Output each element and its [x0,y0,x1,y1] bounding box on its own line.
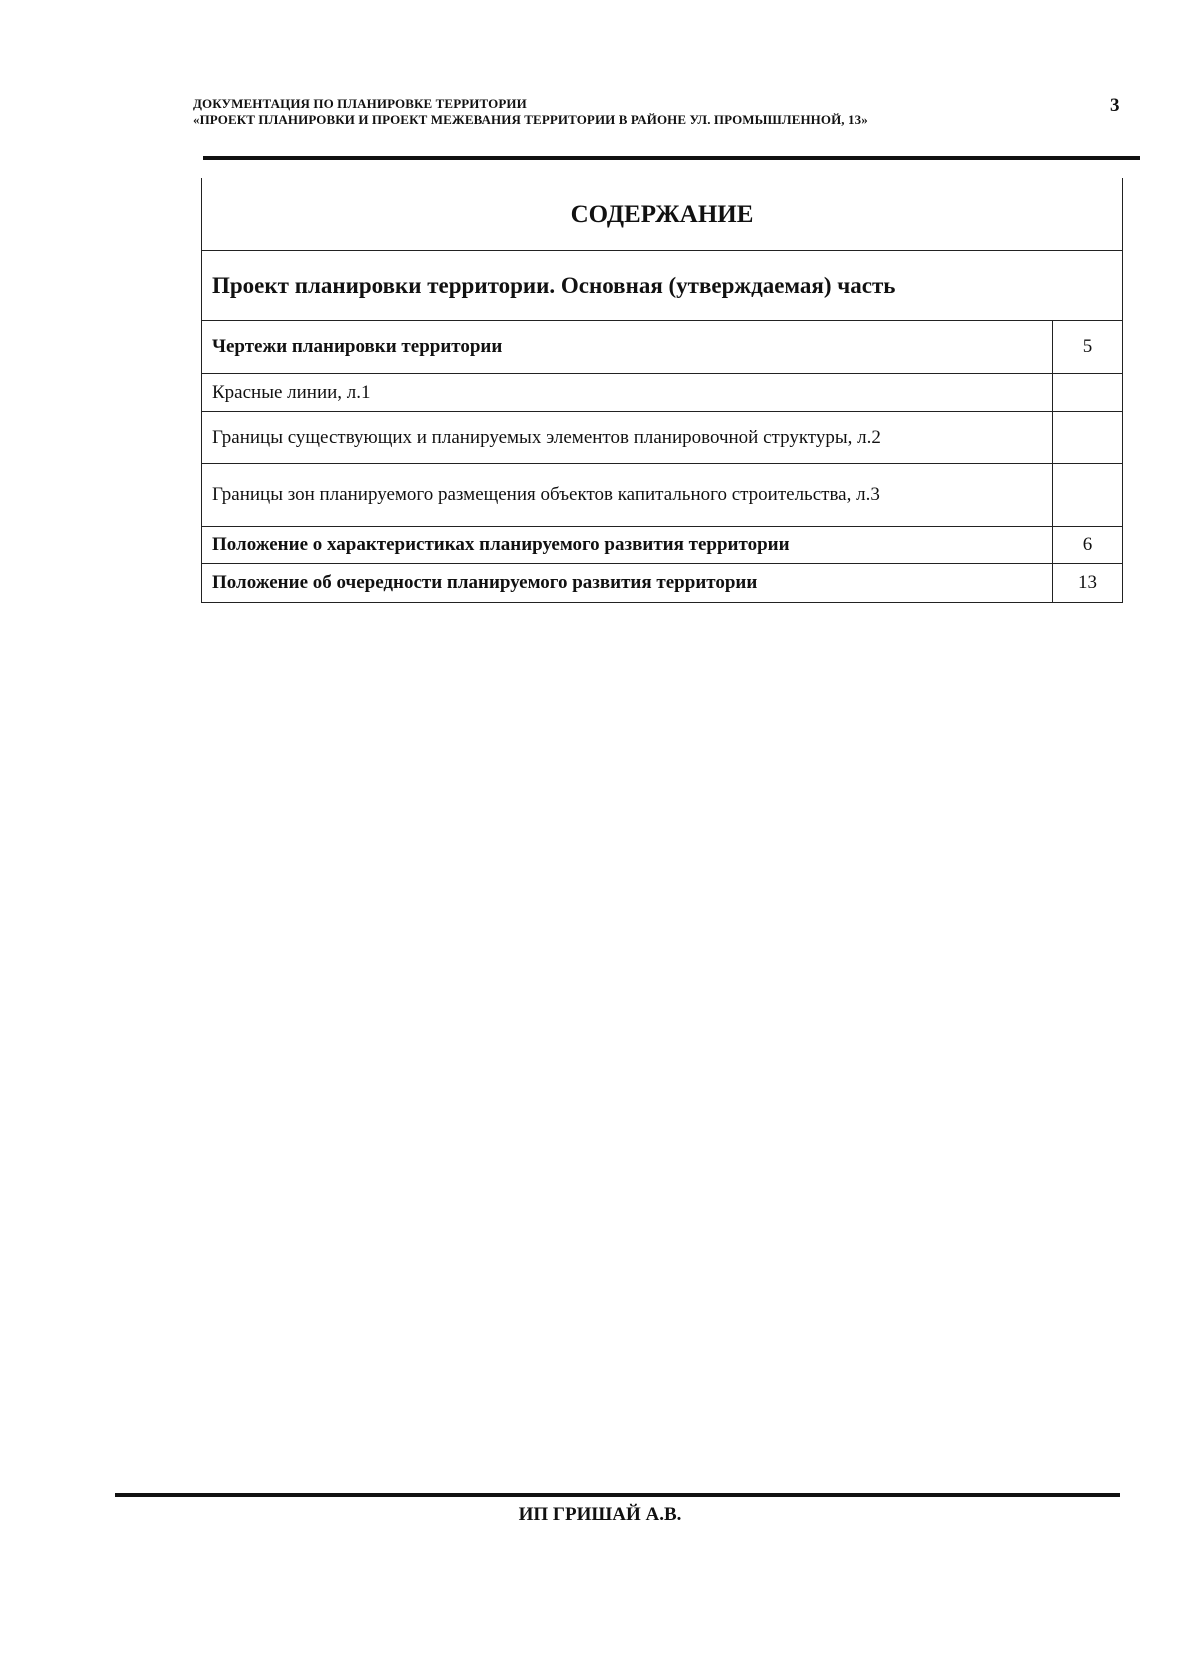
table-row [202,374,1123,412]
document-header [193,96,1073,128]
header-line-1: ДОКУМЕНТАЦИЯ ПО ПЛАНИРОВКЕ ТЕРРИТОРИИ [193,96,527,111]
toc-item-page: 13 [1053,564,1123,603]
toc-section-heading: Проект планировки территории. Основная (утверждаемая) часть [202,251,1123,321]
page-number: 3 [1110,95,1120,116]
toc-item-label: Красные линии, л.1 [202,374,1053,412]
toc-item-page: 5 [1053,321,1123,374]
toc-item-label: Чертежи планировки территории [202,321,1053,374]
footer-divider [115,1493,1120,1497]
footer-organization: ИП ГРИШАЙ А.В. [518,1504,682,1525]
toc-item-page [1053,374,1123,412]
toc-item-page [1053,412,1123,464]
toc-item-label: Границы зон планируемого размещения объектов капитального строительства, л.3 [202,464,1053,527]
toc-title: СОДЕРЖАНИЕ [202,178,1123,251]
toc-item-page: 6 [1053,527,1123,564]
table-row [202,412,1123,464]
toc-item-label: Границы существующих и планируемых элементов планировочной структуры, л.2 [202,412,1053,464]
table-of-contents [201,178,1123,603]
table-row [202,464,1123,527]
table-row [202,321,1123,374]
toc-item-label: Положение о характеристиках планируемого развития территории [202,527,1053,564]
header-line-2: «ПРОЕКТ ПЛАНИРОВКИ И ПРОЕКТ МЕЖЕВАНИЯ ТЕРРИТОРИИ В РАЙОНЕ УЛ. ПРОМЫШЛЕННОЙ, 13» [193,112,868,127]
table-row [202,527,1123,564]
table-row [202,564,1123,603]
header-divider [203,156,1140,160]
toc-item-label: Положение об очередности планируемого развития территории [202,564,1053,603]
toc-item-page [1053,464,1123,527]
